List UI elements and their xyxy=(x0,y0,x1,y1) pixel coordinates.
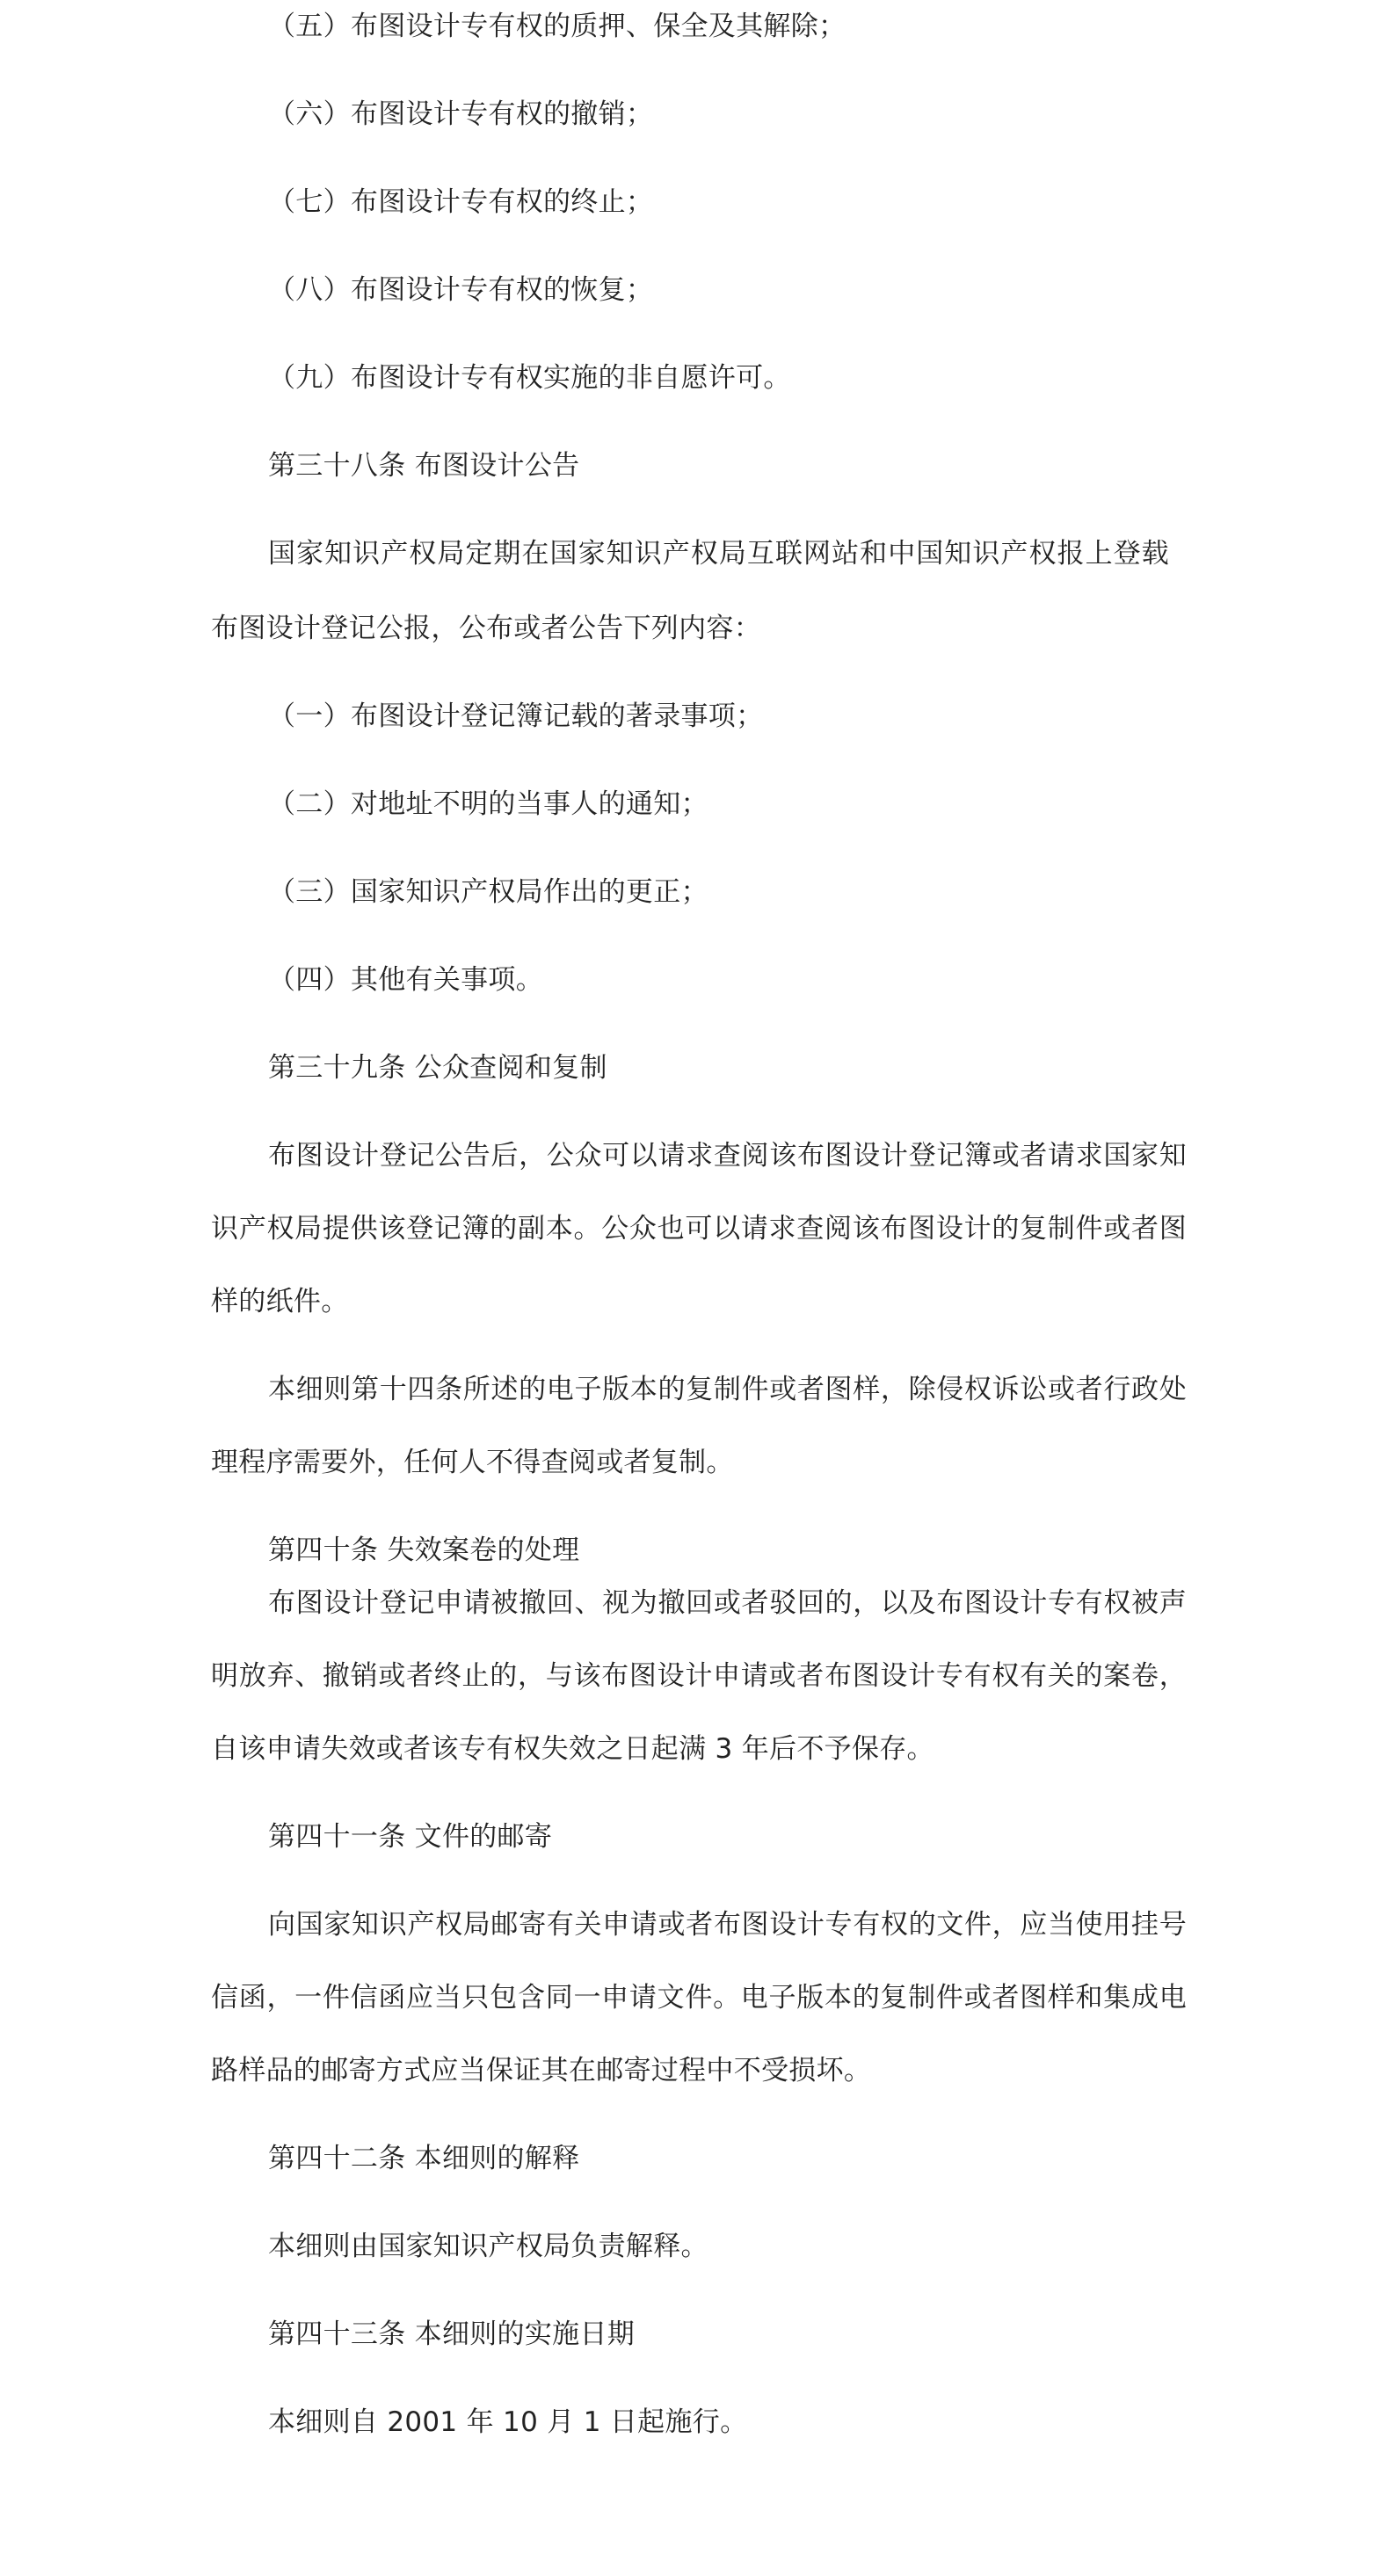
article-39-paragraph-1-line-3: 样的纸件。 xyxy=(211,1286,349,1317)
list-item-7: （七）布图设计专有权的终止； xyxy=(268,186,654,218)
list-item-1: （一）布图设计登记簿记载的著录事项； xyxy=(268,700,764,732)
article-38-heading: 第三十八条 布图设计公告 xyxy=(268,450,580,482)
article-40-paragraph-line-2: 明放弃、撤销或者终止的，与该布图设计申请或者布图设计专有权有关的案卷， xyxy=(211,1660,1187,1692)
article-39-paragraph-2-line-1: 本细则第十四条所述的电子版本的复制件或者图样，除侵权诉讼或者行政处 xyxy=(268,1374,1187,1405)
list-item-8: （八）布图设计专有权的恢复； xyxy=(268,274,654,306)
article-39-paragraph-1-line-1: 布图设计登记公告后，公众可以请求查阅该布图设计登记簿或者请求国家知 xyxy=(268,1140,1187,1172)
list-item-9: （九）布图设计专有权实施的非自愿许可。 xyxy=(268,362,791,394)
article-41-heading: 第四十一条 文件的邮寄 xyxy=(268,1821,553,1853)
article-39-paragraph-1-line-2: 识产权局提供该登记簿的副本。公众也可以请求查阅该布图设计的复制件或者图 xyxy=(211,1213,1187,1244)
list-item-5: （五）布图设计专有权的质押、保全及其解除； xyxy=(268,11,846,42)
article-41-paragraph-line-1: 向国家知识产权局邮寄有关申请或者布图设计专有权的文件，应当使用挂号 xyxy=(268,1909,1187,1941)
article-38-paragraph-line-1: 国家知识产权局定期在国家知识产权局互联网站和中国知识产权报上登载 xyxy=(268,538,1169,570)
article-40-paragraph-line-3: 自该申请失效或者该专有权失效之日起满 3 年后不予保存。 xyxy=(211,1733,934,1765)
article-41-paragraph-line-3: 路样品的邮寄方式应当保证其在邮寄过程中不受损坏。 xyxy=(211,2055,872,2086)
article-43-paragraph: 本细则自 2001 年 10 月 1 日起施行。 xyxy=(268,2406,748,2438)
article-40-paragraph-line-1: 布图设计登记申请被撤回、视为撤回或者驳回的，以及布图设计专有权被声 xyxy=(268,1587,1187,1619)
list-item-4: （四）其他有关事项。 xyxy=(268,964,543,996)
article-42-paragraph: 本细则由国家知识产权局负责解释。 xyxy=(268,2231,708,2262)
article-42-heading: 第四十二条 本细则的解释 xyxy=(268,2143,580,2174)
article-39-paragraph-2-line-2: 理程序需要外，任何人不得查阅或者复制。 xyxy=(211,1447,734,1478)
article-43-heading: 第四十三条 本细则的实施日期 xyxy=(268,2318,636,2350)
article-41-paragraph-line-2: 信函，一件信函应当只包含同一申请文件。电子版本的复制件或者图样和集成电 xyxy=(211,1982,1187,2014)
article-40-heading: 第四十条 失效案卷的处理 xyxy=(268,1535,580,1566)
list-item-3: （三）国家知识产权局作出的更正； xyxy=(268,876,708,908)
article-38-paragraph-line-2: 布图设计登记公报，公布或者公告下列内容： xyxy=(211,613,761,644)
list-item-6: （六）布图设计专有权的撤销； xyxy=(268,98,654,130)
list-item-2: （二）对地址不明的当事人的通知； xyxy=(268,788,708,820)
article-39-heading: 第三十九条 公众查阅和复制 xyxy=(268,1052,607,1084)
